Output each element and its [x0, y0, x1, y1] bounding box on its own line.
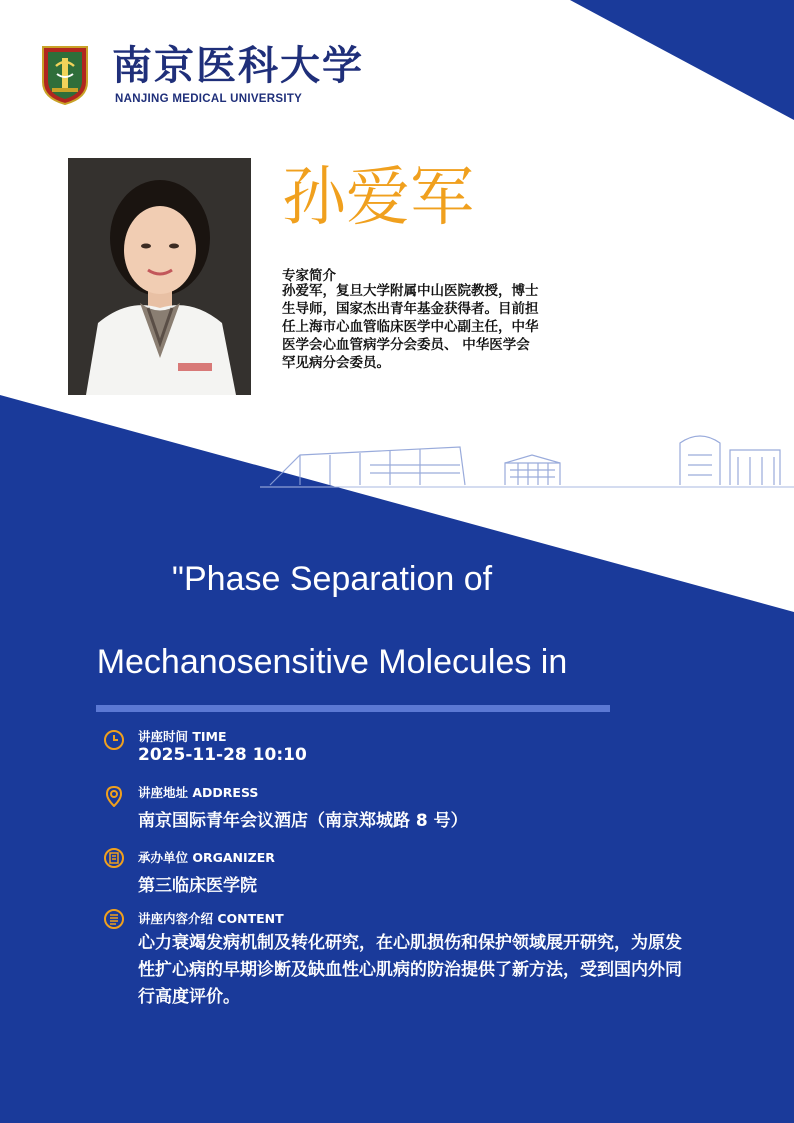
address-value: 南京国际青年会议酒店（南京郑城路 8 号）	[138, 811, 468, 831]
bio-heading: 专家简介	[282, 268, 336, 284]
bio-line: 任上海市心血管临床医学中心副主任，中华	[282, 319, 539, 335]
bio-line: 罕见病分会委员。	[282, 355, 390, 371]
bio-line: 医学会心血管病学分会委员、 中华医学会	[282, 337, 530, 353]
university-emblem-icon	[40, 44, 90, 106]
bio-line: 孙爱军，复旦大学附属中山医院教授，博士	[282, 283, 539, 299]
time-label: 讲座时间 TIME	[138, 729, 227, 744]
time-value: 2025-11-28 10:10	[138, 745, 307, 765]
speaker-portrait	[68, 158, 251, 395]
campus-skyline-illustration	[260, 425, 794, 495]
talk-title-line-2: Mechanosensitive Molecules in	[96, 643, 568, 681]
location-pin-icon	[103, 785, 125, 807]
university-name-cn: 南京医科大学	[112, 42, 364, 89]
content-label: 讲座内容介绍 CONTENT	[138, 911, 284, 926]
content-line: 行高度评价。	[138, 987, 240, 1007]
content-line: 性扩心病的早期诊断及缺血性心肌病的防治提供了新方法，受到国内外同	[138, 960, 682, 980]
bio-text	[282, 282, 582, 372]
speaker-name: 孙爱军	[282, 161, 474, 235]
organizer-label: 承办单位 ORGANIZER	[138, 850, 275, 865]
building-icon	[103, 847, 125, 869]
content-text	[138, 930, 738, 1011]
bio-line: 生导师，国家杰出青年基金获得者。目前担	[282, 301, 539, 317]
address-label: 讲座地址 ADDRESS	[138, 785, 259, 800]
clock-icon	[103, 729, 125, 751]
content-line: 心力衰竭发病机制及转化研究，在心肌损伤和保护领域展开研究，为原发	[138, 933, 682, 953]
title-underline-rule	[96, 705, 610, 712]
university-name-en: NANJING MEDICAL UNIVERSITY	[115, 93, 303, 105]
organizer-value: 第三临床医学院	[138, 876, 257, 896]
list-icon	[103, 908, 125, 930]
talk-title-line-1: "Phase Separation of	[171, 560, 493, 598]
